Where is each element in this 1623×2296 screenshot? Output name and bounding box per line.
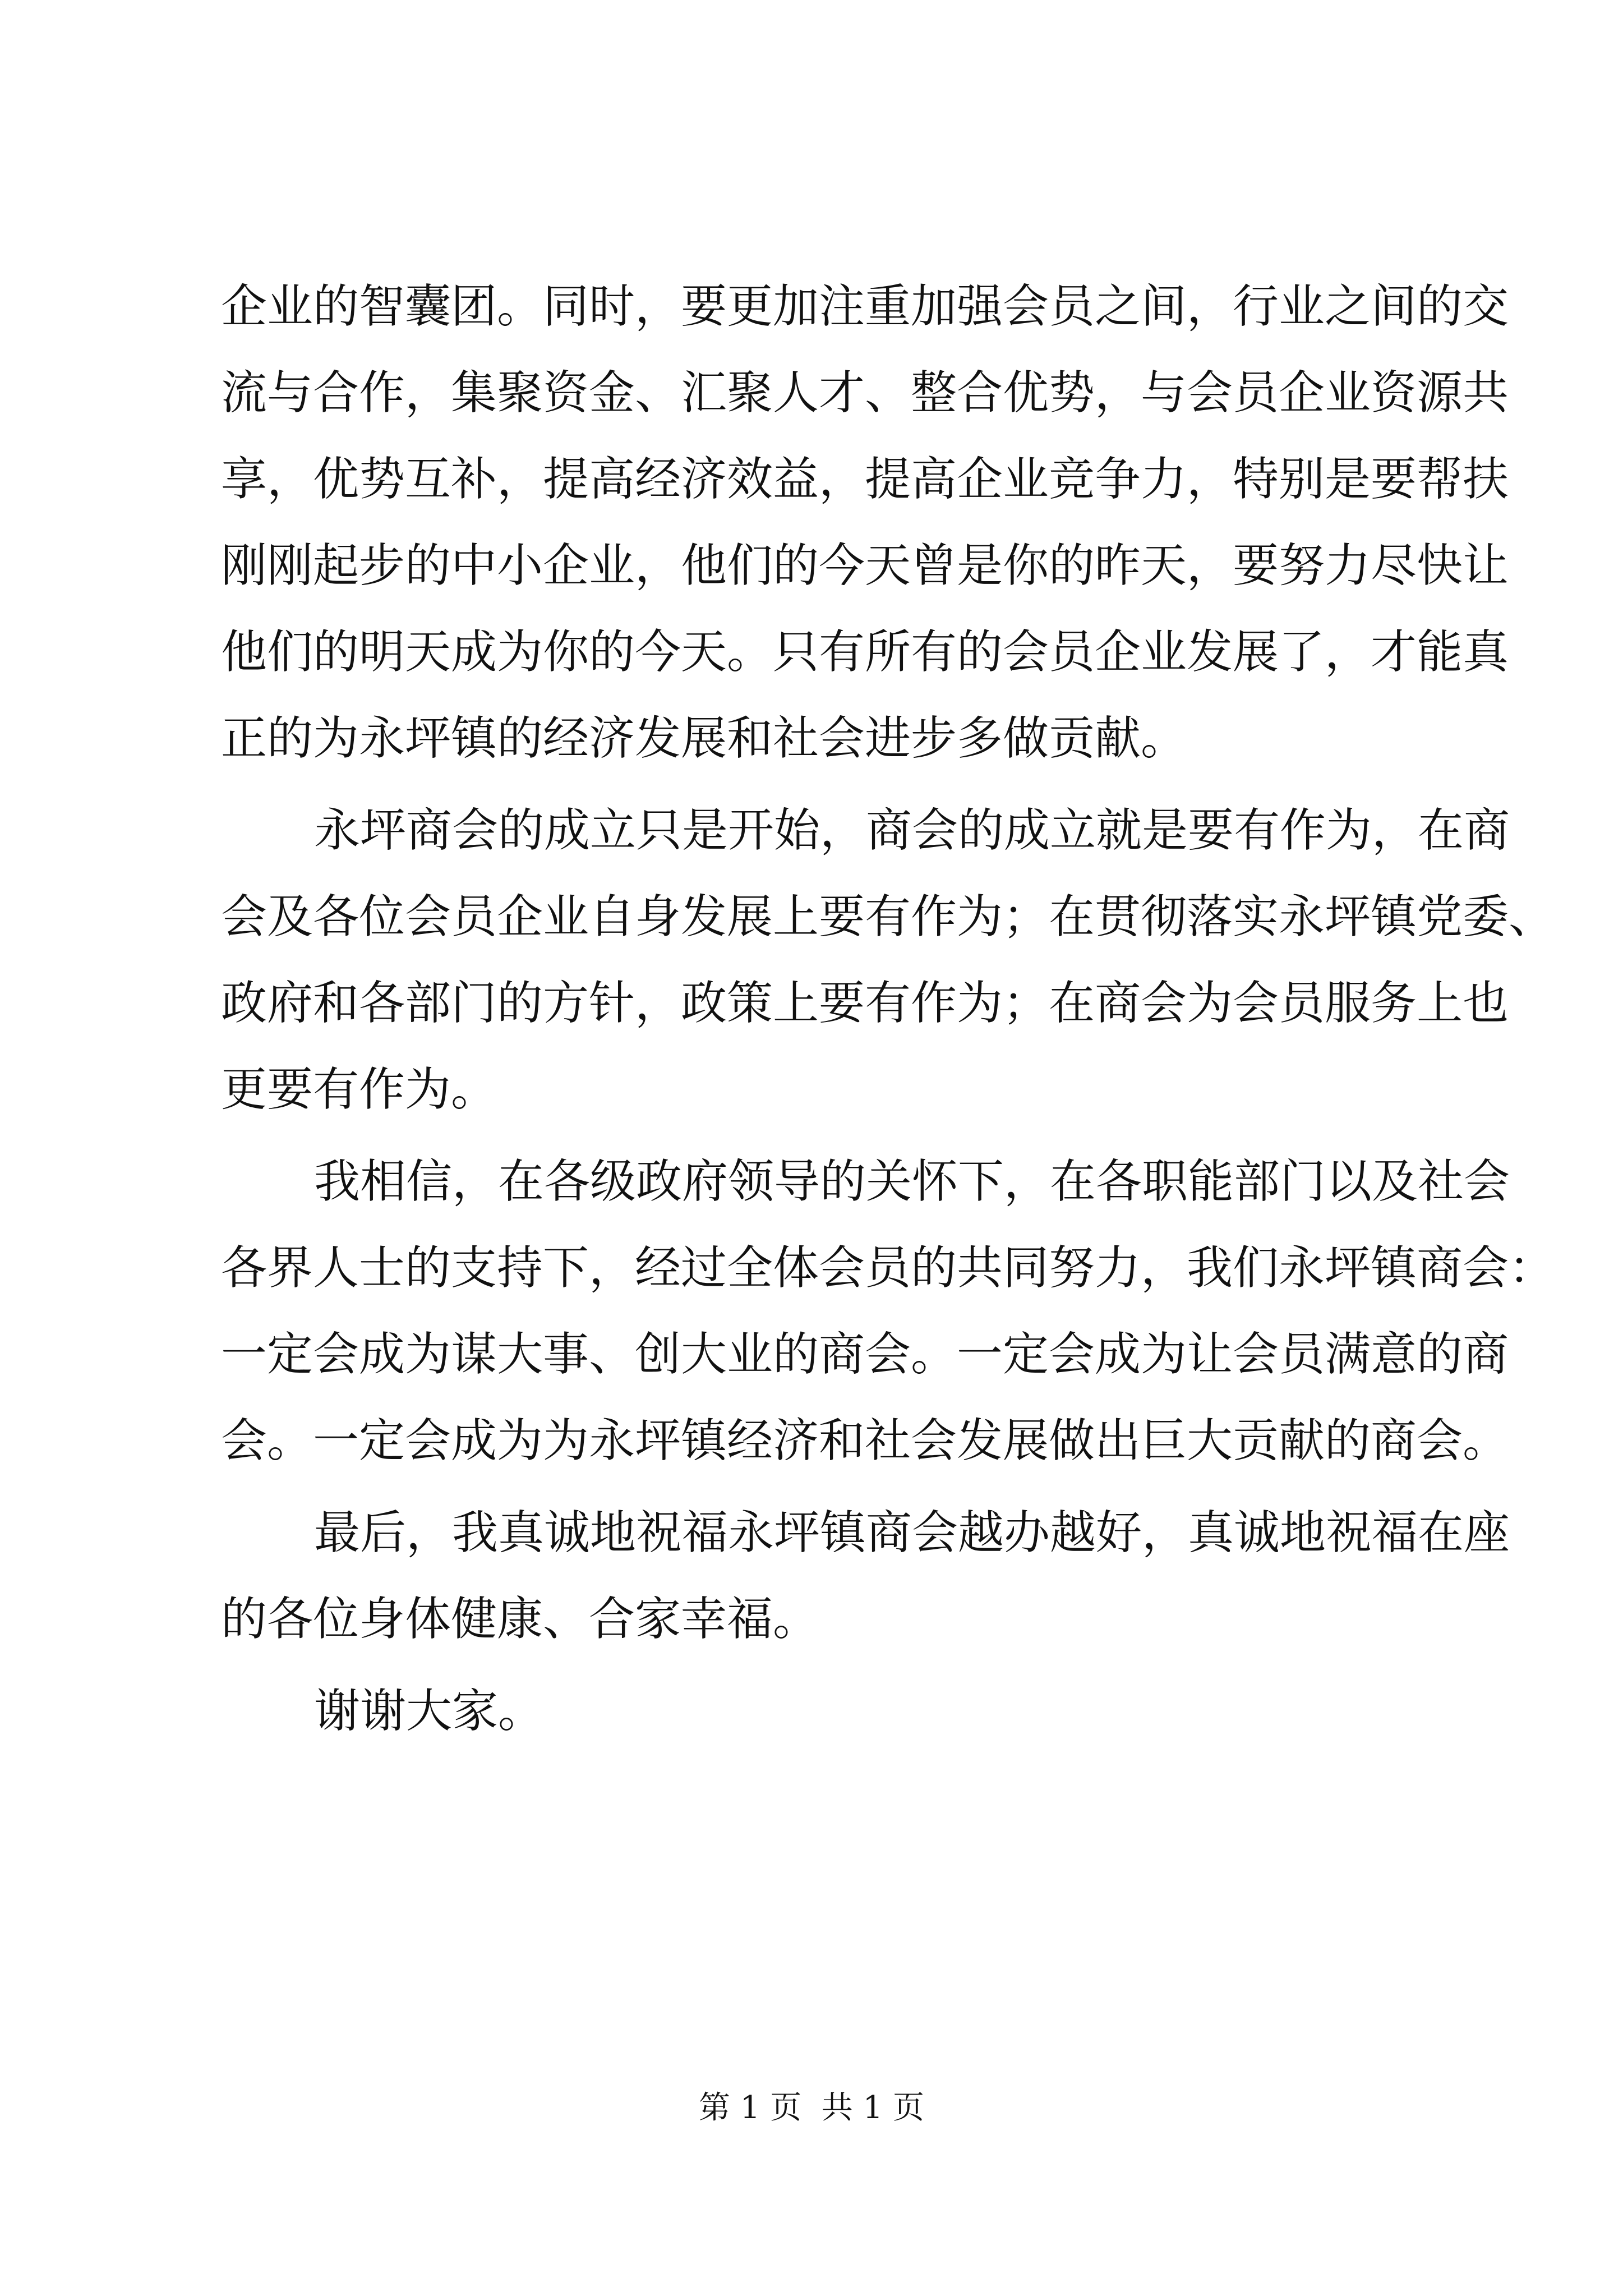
text-line: 最后，我真诚地祝福永坪镇商会越办越好，真诚地祝福在座	[314, 1506, 1510, 1559]
text-line: 永坪商会的成立只是开始，商会的成立就是要有作为，在商	[314, 804, 1510, 857]
text-line: 享，优势互补，提高经济效益，提高企业竞争力，特别是要帮扶	[221, 453, 1509, 506]
paragraph-5	[221, 1668, 1432, 1755]
text-line: 我相信，在各级政府领导的关怀下，在各职能部门以及社会	[314, 1155, 1510, 1208]
text-line: 各界人士的支持下，经过全体会员的共同努力，我们永坪镇商会：	[221, 1241, 1555, 1295]
text-line: 一定会成为谋大事、创大业的商会。一定会成为让会员满意的商	[221, 1328, 1509, 1381]
paragraph-4	[221, 1490, 1510, 1663]
text-line: 更要有作为。	[221, 1063, 497, 1116]
text-line: 企业的智囊团。同时，要更加注重加强会员之间，行业之间的交	[221, 280, 1509, 333]
text-line: 他们的明天成为你的今天。只有所有的会员企业发展了，才能真	[221, 625, 1509, 679]
document-body	[221, 264, 1555, 1755]
paragraph-2	[221, 788, 1555, 1133]
page-footer	[0, 2086, 1623, 2131]
text-line: 的各位身体健康、合家幸福。	[221, 1593, 819, 1646]
text-line: 谢谢大家。	[314, 1685, 545, 1738]
text-line: 正的为永坪镇的经济发展和社会进步多做贡献。	[221, 712, 1187, 765]
text-line: 政府和各部门的方针，政策上要有作为；在商会为会员服务上也	[221, 977, 1509, 1030]
page-number-label: 第 1 页 共 1 页	[698, 2090, 925, 2126]
text-line: 刚刚起步的中小企业，他们的今天曾是你的昨天，要努力尽快让	[221, 539, 1509, 592]
paragraph-3	[221, 1139, 1555, 1484]
text-line: 会及各位会员企业自身发展上要有作为；在贯彻落实永坪镇党委、	[221, 890, 1555, 944]
text-line: 会。一定会成为为永坪镇经济和社会发展做出巨大贡献的商会。	[221, 1414, 1509, 1467]
paragraph-1	[221, 264, 1509, 782]
text-line: 流与合作，集聚资金、汇聚人才、整合优势，与会员企业资源共	[221, 366, 1509, 420]
